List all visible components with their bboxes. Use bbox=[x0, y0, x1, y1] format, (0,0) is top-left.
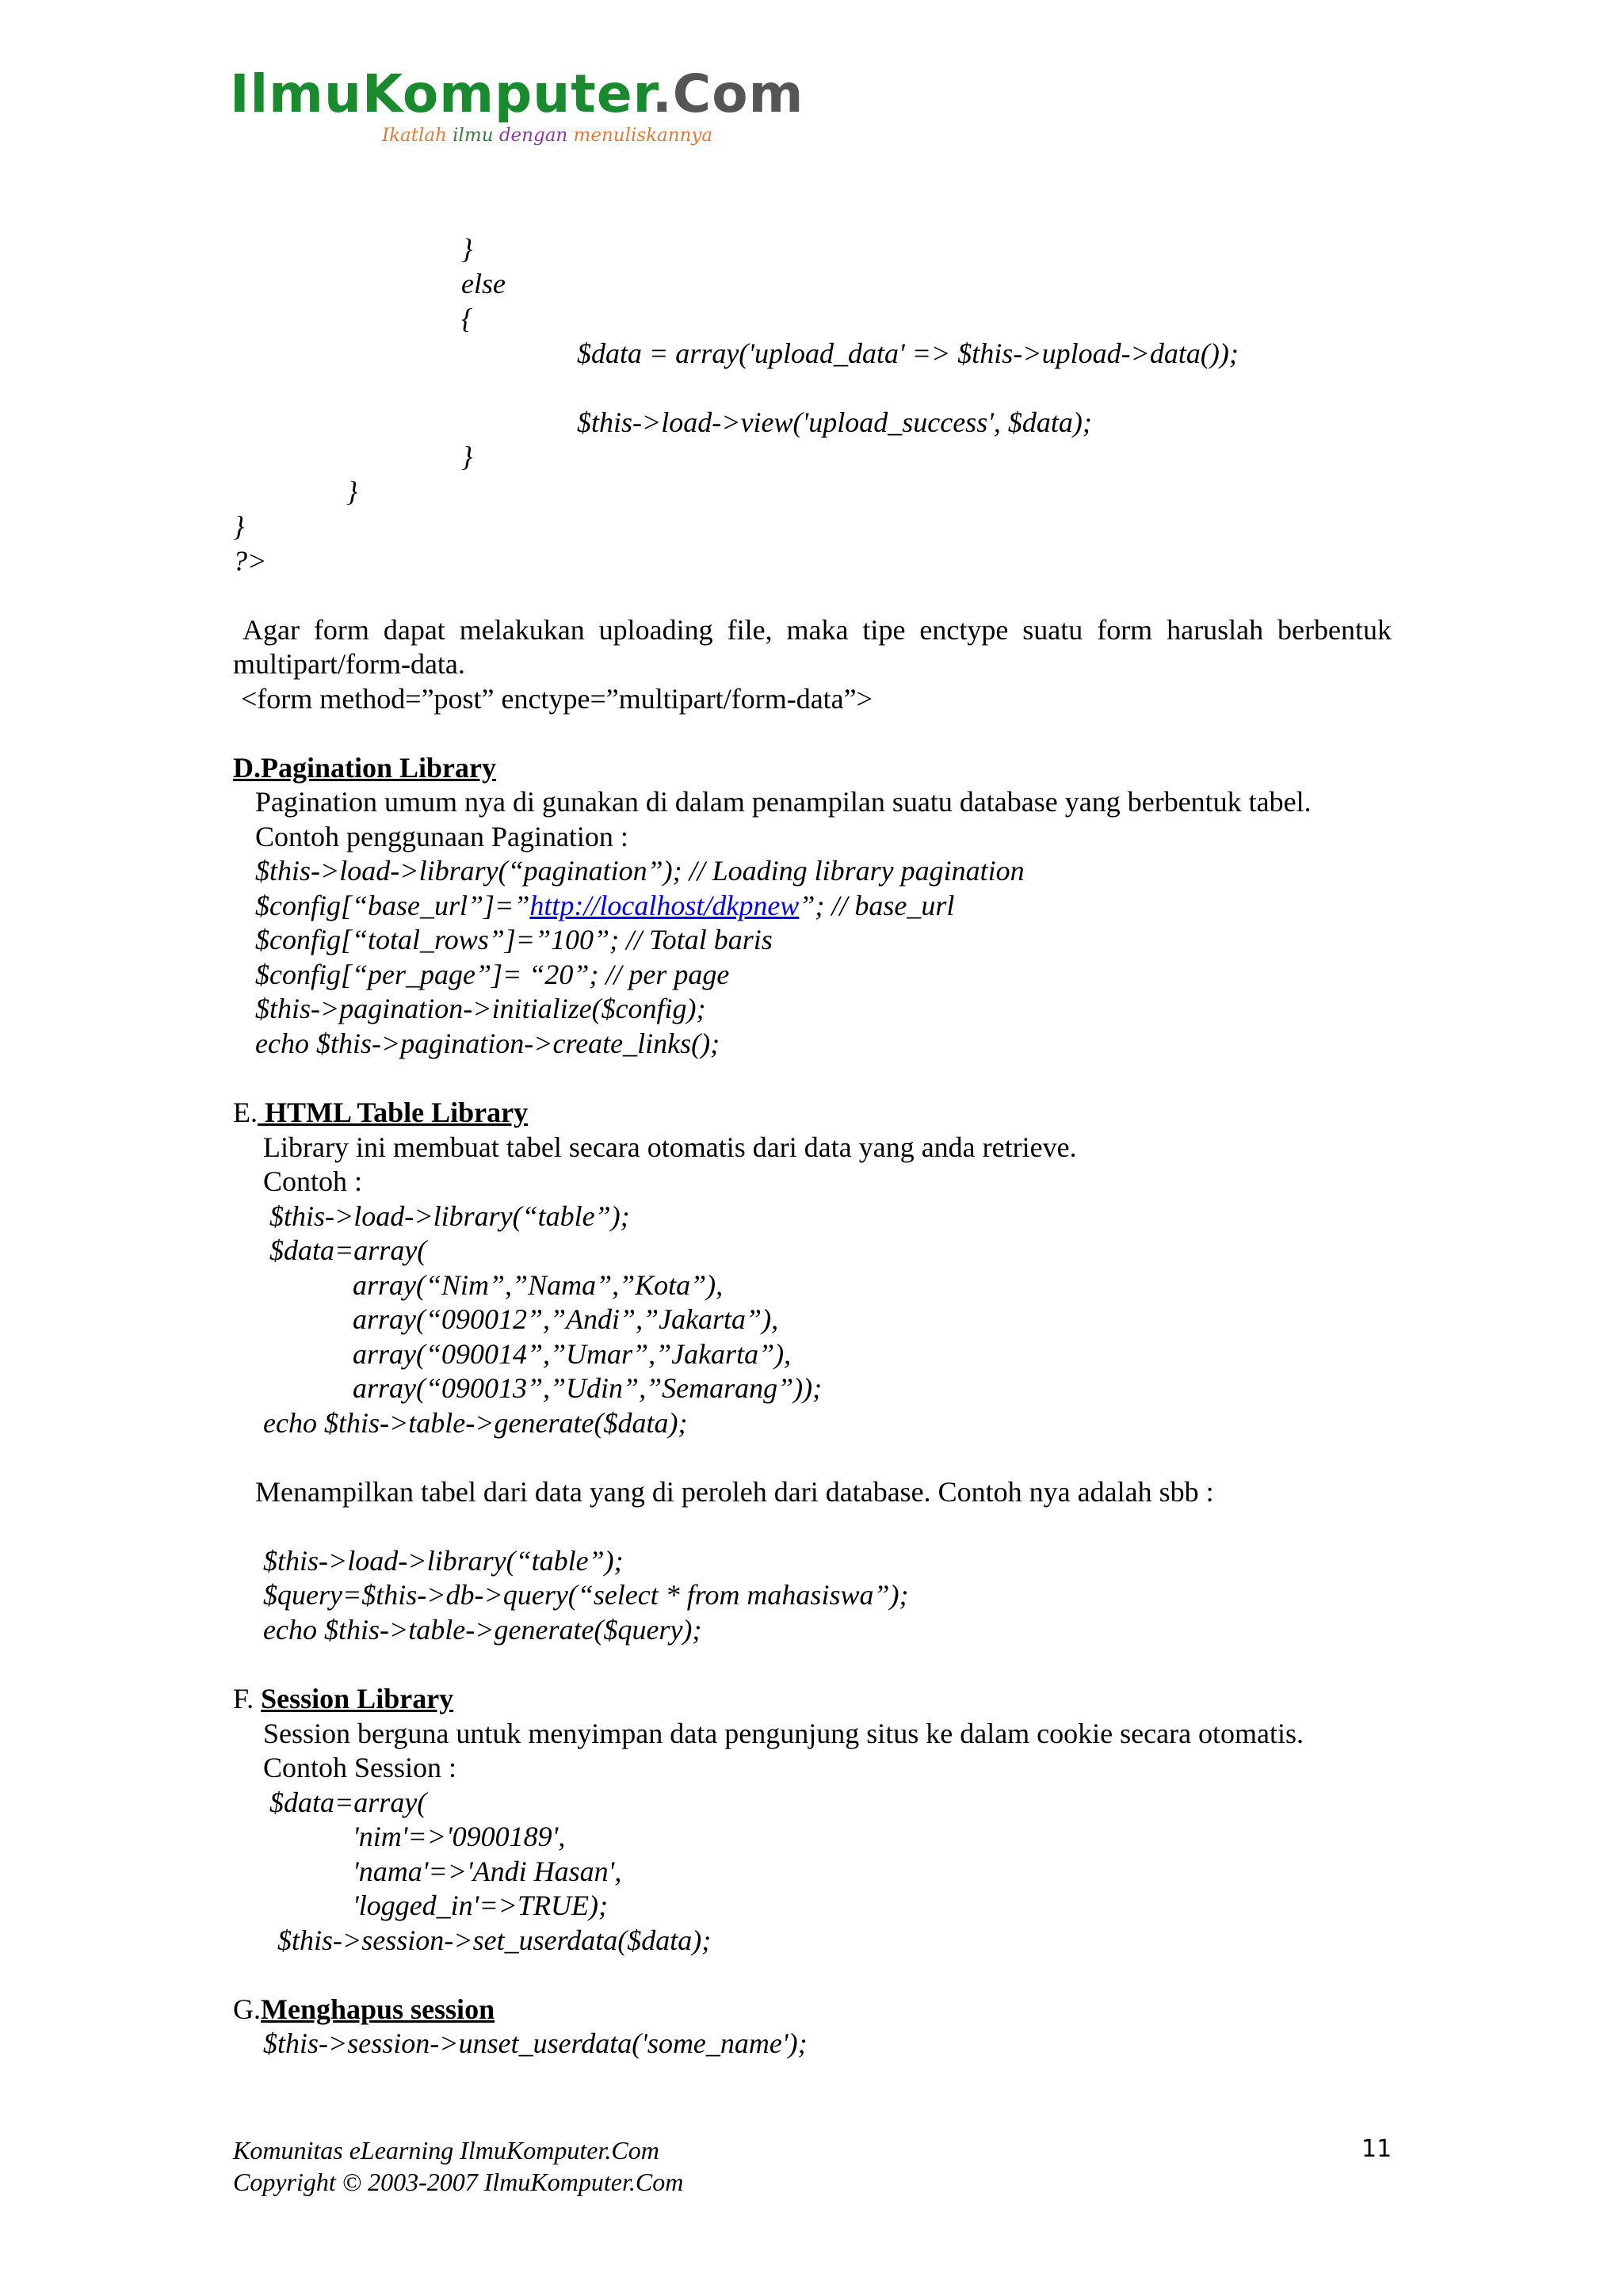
table-db-description: Menampilkan tabel dari data yang di peroleh dari database. Contoh nya adalah sbb : bbox=[255, 1476, 1214, 1508]
logo-tagline bbox=[382, 125, 712, 146]
code-line: echo $this->pagination->create_links(); bbox=[255, 1028, 720, 1059]
section-prefix: G. bbox=[233, 1993, 261, 2025]
code-line: $this->pagination->initialize($config); bbox=[255, 993, 706, 1024]
form-tag-example: <form method=”post” enctype=”multipart/form-data”> bbox=[241, 683, 873, 715]
intro-paragraph: Agar form dapat melakukan uploading file, maka tipe enctype suatu form haruslah berbentuk multipart/form-data. bbox=[233, 614, 1392, 680]
code-line: $this->session->set_userdata($data); bbox=[277, 1924, 712, 1956]
pagination-example-label: Contoh penggunaan Pagination : bbox=[255, 821, 628, 852]
footer-community: Komunitas eLearning IlmuKomputer.Com bbox=[233, 2136, 659, 2164]
session-heading bbox=[233, 1684, 453, 1713]
code-line: echo $this->table->generate($query); bbox=[263, 1614, 702, 1646]
code-line: } bbox=[461, 233, 473, 265]
unset-heading bbox=[233, 1995, 495, 2023]
code-fragment: ”; // base_url bbox=[799, 890, 955, 921]
logo-name: IlmuKomputer bbox=[230, 63, 652, 124]
unset-heading-text: Menghapus session bbox=[261, 1993, 495, 2025]
session-example-label: Contoh Session : bbox=[263, 1752, 457, 1783]
code-line: 'nama'=>'Andi Hasan', bbox=[353, 1855, 622, 1887]
code-line: } bbox=[233, 510, 245, 542]
table-heading-text: HTML Table Library bbox=[258, 1097, 529, 1128]
code-line: } bbox=[461, 441, 473, 472]
code-line: $data=array( bbox=[269, 1234, 427, 1266]
footer-copyright: Copyright © 2003-2007 IlmuKomputer.Com bbox=[233, 2168, 684, 2196]
logo-tagline-word: menuliskannya bbox=[573, 125, 713, 146]
code-line: $query=$this->db->query(“select * from mahasiswa”); bbox=[263, 1579, 909, 1611]
base-url-link[interactable]: http://localhost/dkpnew bbox=[529, 890, 800, 921]
code-fragment: $config[“base_url”]=” bbox=[255, 890, 530, 921]
logo-dotcom: .Com bbox=[651, 63, 804, 124]
code-line: $data=array( bbox=[269, 1787, 427, 1818]
site-logo bbox=[230, 63, 804, 146]
code-line: } bbox=[346, 475, 358, 507]
code-line: $data = array('upload_data' => $this->upload->data()); bbox=[577, 338, 1239, 369]
table-heading bbox=[233, 1098, 528, 1127]
section-prefix: E. bbox=[233, 1097, 258, 1128]
logo-tagline-word: dengan bbox=[498, 125, 568, 146]
code-line: $this->load->library(“table”); bbox=[269, 1200, 630, 1232]
section-prefix: F. bbox=[233, 1683, 262, 1714]
code-line: $this->load->library(“table”); bbox=[263, 1545, 624, 1577]
code-line: else bbox=[461, 268, 506, 299]
logo-tagline-word: ilmu bbox=[453, 125, 494, 146]
code-line: { bbox=[461, 303, 473, 334]
code-line: array(“090014”,”Umar”,”Jakarta”), bbox=[353, 1338, 792, 1370]
pagination-description: Pagination umum nya di gunakan di dalam penampilan suatu database yang berbentuk tabel. bbox=[255, 786, 1312, 818]
code-line: 'logged_in'=>TRUE); bbox=[353, 1890, 608, 1921]
table-example-label: Contoh : bbox=[263, 1165, 363, 1197]
code-line: $config[“per_page”]= “20”; // per page bbox=[255, 959, 730, 990]
code-line bbox=[255, 891, 954, 920]
code-line: array(“090012”,”Andi”,”Jakarta”), bbox=[353, 1303, 779, 1335]
code-line: 'nim'=>'0900189', bbox=[353, 1821, 566, 1852]
page-number: 11 bbox=[1361, 2135, 1392, 2163]
code-line: $this->session->unset_userdata('some_name'); bbox=[263, 2027, 808, 2059]
session-description: Session berguna untuk menyimpan data pengunjung situs ke dalam cookie secara otomatis. bbox=[263, 1718, 1304, 1749]
code-line: echo $this->table->generate($data); bbox=[263, 1407, 688, 1439]
logo-wordmark bbox=[230, 63, 804, 124]
code-line: $this->load->library(“pagination”); // Loading library pagination bbox=[255, 855, 1025, 887]
code-line: ?> bbox=[233, 545, 267, 577]
table-description: Library ini membuat tabel secara otomatis dari data yang anda retrieve. bbox=[263, 1131, 1077, 1163]
code-line: $this->load->view('upload_success', $data); bbox=[577, 406, 1092, 438]
session-heading-text: Session Library bbox=[261, 1683, 454, 1714]
code-line: $config[“total_rows”]=”100”; // Total baris bbox=[255, 924, 773, 955]
pagination-heading: D.Pagination Library bbox=[233, 752, 497, 784]
logo-tagline-word: Ikatlah bbox=[382, 125, 447, 146]
code-line: array(“090013”,”Udin”,”Semarang”)); bbox=[353, 1372, 823, 1404]
code-line: array(“Nim”,”Nama”,”Kota”), bbox=[353, 1269, 724, 1301]
